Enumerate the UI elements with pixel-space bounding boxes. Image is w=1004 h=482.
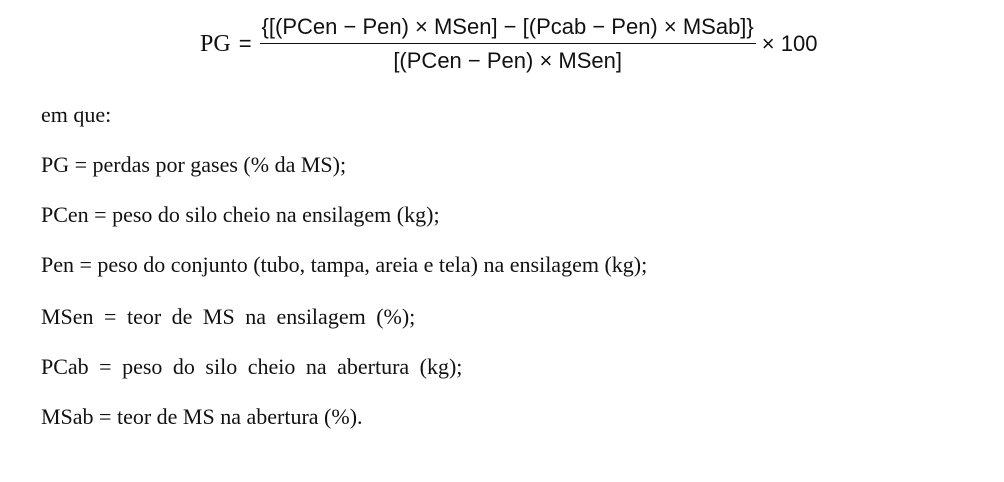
- where-label: em que:: [41, 102, 112, 127]
- definition-msab: MSab = teor de MS na abertura (%).: [41, 404, 363, 429]
- formula-equals: =: [238, 31, 252, 56]
- definition-pen: Pen = peso do conjunto (tubo, tampa, areia e tela) na ensilagem (kg);: [41, 252, 648, 277]
- formula-multiplier: × 100: [761, 31, 818, 56]
- formula-denominator: [(PCen − Pen) × MSen]: [393, 48, 622, 73]
- gas-loss-formula: [200, 14, 817, 74]
- definition-pcab: PCab = peso do silo cheio na abertura (kg);: [41, 354, 463, 379]
- definition-pcen: PCen = peso do silo cheio na ensilagem (kg);: [41, 202, 440, 227]
- definition-pg: PG = perdas por gases (% da MS);: [41, 152, 347, 177]
- formula-numerator: {[(PCen − Pen) × MSen] − [(Pcab − Pen) × MSab]}: [261, 14, 754, 39]
- definition-msen: MSen = teor de MS na ensilagem (%);: [41, 304, 416, 329]
- formula-lhs: PG: [200, 30, 231, 57]
- formula-fraction: [260, 14, 756, 74]
